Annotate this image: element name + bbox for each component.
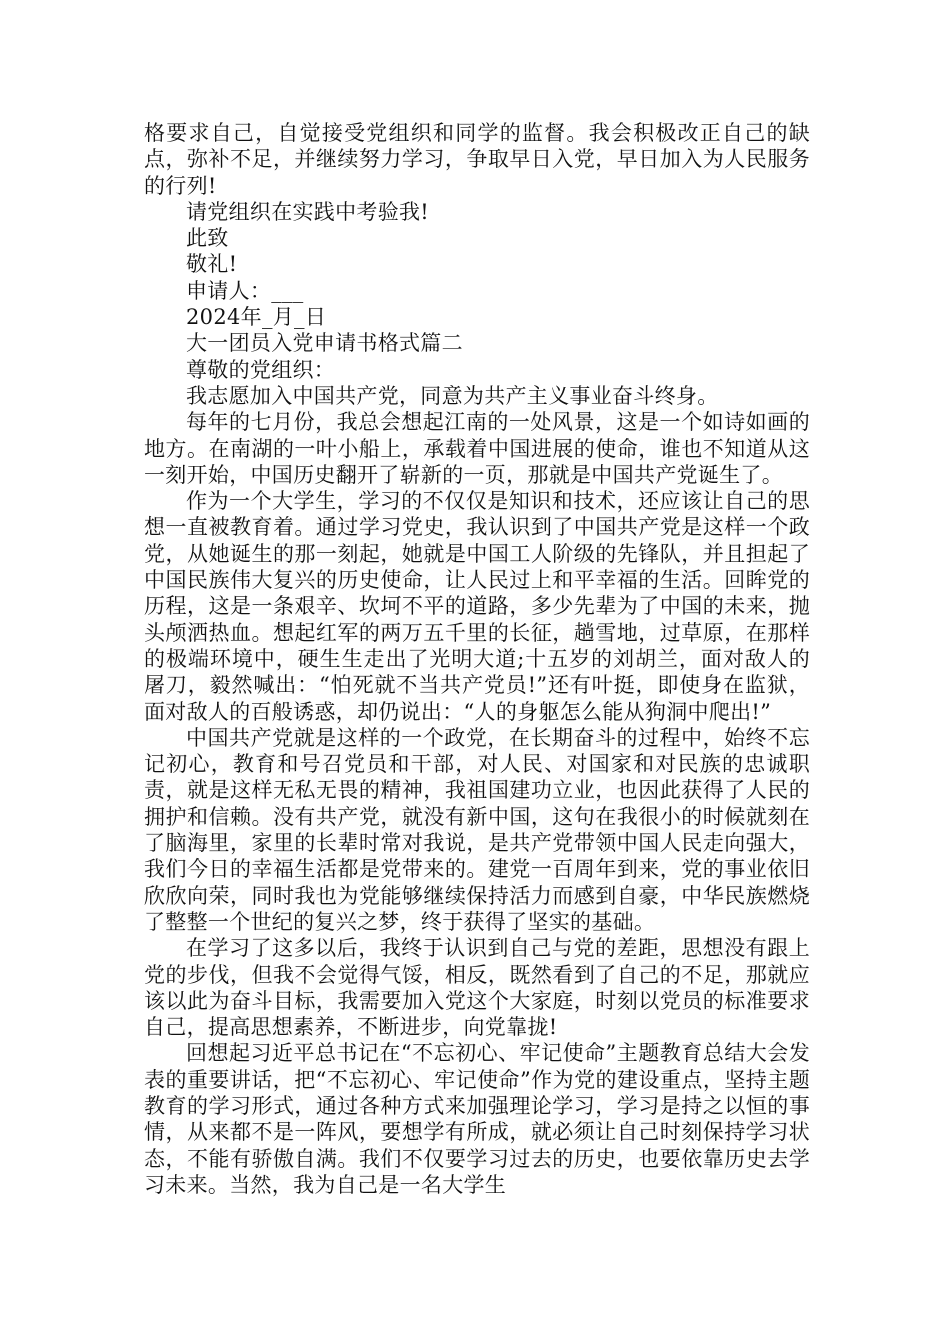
paragraph-body-1: 每年的七月份，我总会想起江南的一处风景，这是一个如诗如画的地方。在南湖的一叶小船上，承载着中国进展的使命，谁也不知道从这一刻开始，中国历史翻开了崭新的一页，那就是中国共产党诞生了。 xyxy=(144,410,810,487)
paragraph-continuation: 格要求自己，自觉接受党组织和同学的监督。我会积极改正自己的缺点，弥补不足，并继续努力学习，争取早日入党，早日加入为人民服务的行列! xyxy=(144,121,810,198)
paragraph-body-3: 中国共产党就是这样的一个政党，在长期奋斗的过程中，始终不忘记初心，教育和号召党员和干部，对人民、对国家和对民族的忠诚职责，就是这样无私无畏的精神，我祖国建功立业，也因此获得了人民的拥护和信赖。没有共产党，就没有新中国，这句在我很小的时候就刻在了脑海里，家里的长辈时常对我说，是共产党带领中国人民走向强大，我们今日的幸福生活都是党带来的。建党一百周年到来，党的事业依旧欣欣向荣，同时我也为党能够继续保持活力而感到自豪，中华民族燃烧了整整一个世纪的复兴之梦，终于获得了坚实的基础。 xyxy=(144,725,810,934)
paragraph-request-test: 请党组织在实践中考验我! xyxy=(186,199,430,224)
paragraph-date: 2024年_月_日 xyxy=(186,305,327,330)
paragraph-applicant: 申请人：___ xyxy=(186,278,304,303)
document-page xyxy=(144,120,810,1198)
paragraph-body-5: 回想起习近平总书记在“不忘初心、牢记使命”主题教育总结大会发表的重要讲话，把“不忘初心、牢记使命”作为党的建设重点，坚持主题教育的学习形式，通过各种方式来加强理论学习，学习是持之以恒的事情，从来都不是一阵风，要想学有所成，就必须让自己时刻保持学习状态，不能有骄傲自满。我们不仅要学习过去的历史，也要依靠历史去学习未来。当然，我为自己是一名大学生 xyxy=(144,1041,810,1197)
paragraph-body-4: 在学习了这多以后，我终于认识到自己与党的差距，思想没有跟上党的步伐，但我不会觉得气馁，相反，既然看到了自己的不足，那就应该以此为奋斗目标，我需要加入党这个大家庭，时刻以党员的标准要求自己，提高思想素养，不断进步，向党靠拢! xyxy=(144,936,810,1040)
paragraph-salute: 敬礼! xyxy=(186,252,238,277)
paragraph-pledge: 我志愿加入中国共产党，同意为共产主义事业奋斗终身。 xyxy=(186,383,719,408)
paragraph-greeting: 尊敬的党组织： xyxy=(186,357,336,382)
section-title: 大一团员入党申请书格式篇二 xyxy=(186,331,463,356)
paragraph-body-2: 作为一个大学生，学习的不仅仅是知识和技术，还应该让自己的思想一直被教育着。通过学习党史，我认识到了中国共产党是这样一个政党，从她诞生的那一刻起，她就是中国工人阶级的先锋队，并且担起了中国民族伟大复兴的历史使命，让人民过上和平幸福的生活。回眸党的历程，这是一条艰辛、坎坷不平的道路，多少先辈为了中国的未来，抛头颅洒热血。想起红军的两万五千里的长征，趟雪地，过草原，在那样的极端环境中，硬生生走出了光明大道;十五岁的刘胡兰，面对敌人的屠刀，毅然喊出：“怕死就不当共产党员!”还有叶挺，即使身在监狱，面对敌人的百般诱惑，却仍说出：“人的身躯怎么能从狗洞中爬出!” xyxy=(144,489,810,724)
paragraph-salutation-closing: 此致 xyxy=(186,226,229,251)
